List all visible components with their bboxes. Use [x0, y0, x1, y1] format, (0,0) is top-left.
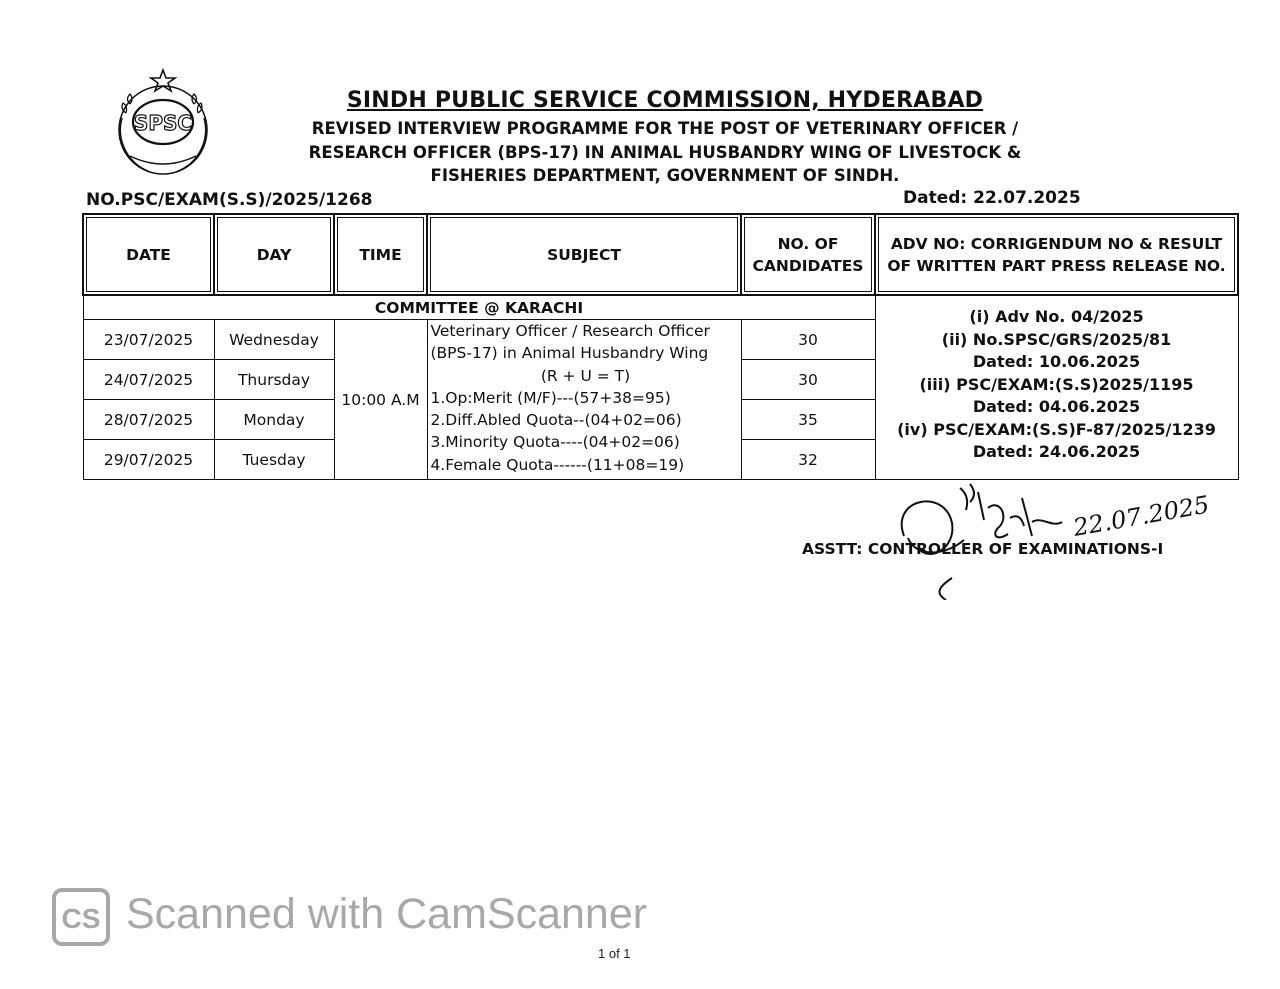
committee-title: COMMITTEE @ KARACHI: [83, 295, 875, 320]
subject-line: 1.Op:Merit (M/F)---(57+38=95): [430, 388, 671, 407]
row-day: Thursday: [214, 360, 334, 400]
committee-row: [83, 295, 1238, 320]
adv-line: (iii) PSC/EXAM:(S.S)2025/1195: [919, 374, 1194, 394]
page-number: 1 of 1: [598, 946, 631, 961]
row-day: Tuesday: [214, 440, 334, 480]
interview-time: 10:00 A.M: [334, 320, 427, 480]
header-subject: SUBJECT: [427, 214, 741, 295]
document-date: Dated: 22.07.2025: [903, 188, 1081, 208]
row-date: 29/07/2025: [83, 440, 214, 480]
camscanner-logo: [52, 888, 110, 946]
header-date: DATE: [83, 214, 214, 295]
subject-line: Veterinary Officer / Research Officer: [430, 322, 710, 340]
adv-references: [875, 295, 1238, 480]
table-header-row: [83, 214, 1238, 295]
document-title: SINDH PUBLIC SERVICE COMMISSION, HYDERABAD: [346, 88, 984, 113]
adv-line: (i) Adv No. 04/2025: [969, 307, 1144, 326]
signature-date: 22.07.2025: [1071, 490, 1212, 542]
row-date: 23/07/2025: [83, 320, 214, 360]
subject-line: 2.Diff.Abled Quota--(04+02=06): [430, 411, 682, 430]
row-date: 28/07/2025: [83, 400, 214, 440]
spsc-seal-logo: [100, 68, 226, 180]
interview-schedule-table: [82, 213, 1239, 480]
adv-line: (iv) PSC/EXAM:(S.S)F-87/2025/1239: [897, 419, 1216, 439]
row-day: Wednesday: [214, 320, 334, 360]
document-subtitle: [250, 117, 1080, 188]
signer-designation: ASSTT: CONTROLLER OF EXAMINATIONS-I: [802, 540, 1164, 558]
row-candidates: 30: [741, 360, 875, 400]
row-date: 24/07/2025: [83, 360, 214, 400]
row-day: Monday: [214, 400, 334, 440]
reference-number: NO.PSC/EXAM(S.S)/2025/1268: [86, 190, 373, 210]
header-adv: ADV NO: CORRIGENDUM NO & RESULT OF WRITTEN PART PRESS RELEASE NO.: [875, 214, 1238, 295]
adv-line: Dated: 24.06.2025: [972, 442, 1141, 461]
handwritten-signature: [890, 478, 1220, 600]
header-time: TIME: [334, 214, 427, 295]
subject-line: (R + U = T): [540, 366, 631, 385]
subject-details: [427, 320, 741, 480]
row-candidates: 30: [741, 320, 875, 360]
header-day: DAY: [214, 214, 334, 295]
subtitle-line: REVISED INTERVIEW PROGRAMME FOR THE POST OF VETERINARY OFFICER /: [311, 119, 1019, 138]
seal-logo-text: SPSC: [133, 111, 193, 135]
subject-line: 3.Minority Quota----(04+02=06): [430, 433, 680, 452]
row-candidates: 35: [741, 400, 875, 440]
subject-line: 4.Female Quota------(11+08=19): [430, 455, 685, 474]
header-candidates: NO. OF CANDIDATES: [741, 214, 875, 295]
row-candidates: 32: [741, 440, 875, 480]
adv-line: (ii) No.SPSC/GRS/2025/81: [941, 329, 1172, 349]
subtitle-line: FISHERIES DEPARTMENT, GOVERNMENT OF SINDH.: [430, 166, 900, 185]
scanned-watermark-text: Scanned with CamScanner: [126, 890, 648, 938]
subtitle-line: RESEARCH OFFICER (BPS-17) IN ANIMAL HUSBANDRY WING OF LIVESTOCK &: [308, 142, 1022, 162]
camscanner-logo-text: CS: [61, 903, 101, 934]
adv-line: Dated: 10.06.2025: [972, 352, 1141, 371]
subject-line: (BPS-17) in Animal Husbandry Wing: [430, 344, 709, 363]
adv-line: Dated: 04.06.2025: [972, 397, 1141, 416]
